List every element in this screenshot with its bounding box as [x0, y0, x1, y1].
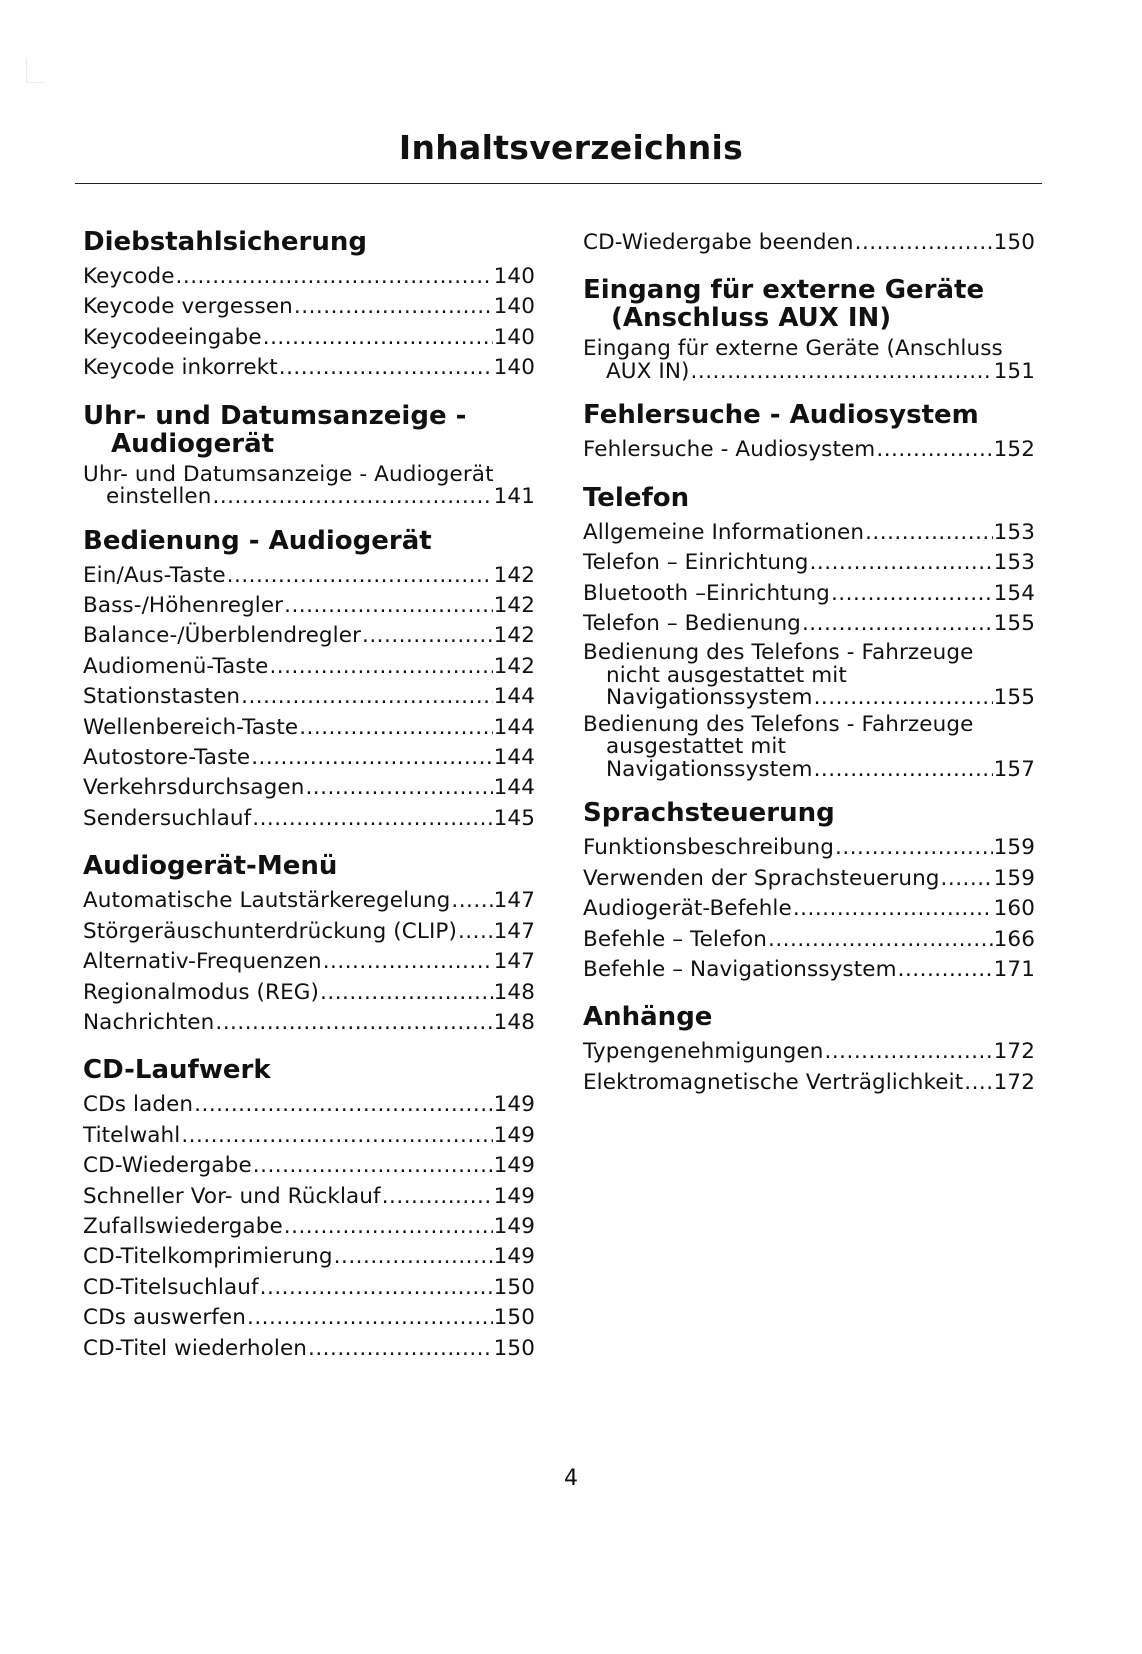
toc-entry[interactable] [83, 682, 535, 712]
toc-entry[interactable] [83, 1242, 535, 1272]
toc-entry[interactable] [83, 1090, 535, 1120]
dot-leader [334, 1242, 493, 1272]
dot-leader [305, 773, 492, 803]
toc-entry[interactable] [83, 621, 535, 651]
entry-title: Bedienung des Telefons - Fahrzeuge [583, 640, 974, 666]
dot-leader [876, 435, 992, 465]
dot-leader [215, 1008, 492, 1038]
entry-page: 153 [993, 519, 1035, 545]
entry-title: Verwenden der Sprachsteuerung [583, 865, 940, 891]
entry-title: Fehlersuche - Audiosystem [583, 437, 876, 463]
entry-page: 150 [993, 230, 1035, 255]
entry-page: 140 [493, 294, 535, 320]
entry-title: Wellenbereich-Taste [83, 714, 299, 740]
dot-leader [284, 591, 493, 621]
entry-title: Bass-/Höhenregler [83, 593, 284, 619]
toc-entry[interactable] [83, 917, 535, 947]
entry-page: 140 [493, 355, 535, 381]
entry-page: 147 [493, 949, 535, 975]
toc-left-column [83, 228, 535, 1382]
crop-mark [26, 58, 45, 83]
entry-title: CDs laden [83, 1092, 194, 1118]
entry-page: 150 [493, 1274, 535, 1300]
entry-title: Elektromagnetische Verträglichkeit [583, 1069, 964, 1095]
dot-leader [458, 917, 493, 947]
dot-leader [802, 609, 993, 639]
dot-leader [898, 955, 993, 985]
dot-leader [793, 894, 993, 924]
dot-leader [768, 925, 993, 955]
entry-page: 150 [493, 1335, 535, 1361]
toc-section [83, 1056, 535, 1364]
toc-entry[interactable] [83, 773, 535, 803]
toc-section [83, 527, 535, 835]
toc-entry[interactable] [583, 435, 1035, 465]
dot-leader [227, 561, 493, 591]
entry-page: 147 [493, 888, 535, 914]
entry-page: 144 [493, 684, 535, 710]
section-heading[interactable]: Uhr- und Datumsanzeige - Audiogerät [83, 400, 467, 459]
toc-entry[interactable] [583, 955, 1035, 985]
entry-page: 159 [993, 865, 1035, 891]
toc-section [583, 401, 1035, 465]
dot-leader [451, 886, 492, 916]
entry-page: 142 [493, 593, 535, 619]
toc-section [583, 228, 1035, 258]
entry-page: 145 [493, 805, 535, 831]
entry-page: 142 [493, 623, 535, 649]
entry-title: Audiomenü-Taste [83, 653, 269, 679]
entry-page: 149 [493, 1092, 535, 1118]
dot-leader [252, 804, 492, 834]
entry-title-continued: nicht ausgestattet mit [606, 662, 847, 688]
entry-page: 144 [493, 745, 535, 771]
entry-title: CD-Titelsuchlauf [83, 1274, 259, 1300]
entry-page: 148 [493, 1009, 535, 1035]
entry-title: Sendersuchlauf [83, 805, 252, 831]
entry-page: 159 [993, 835, 1035, 861]
entry-title: Telefon – Bedienung [583, 611, 801, 637]
toc-entry[interactable] [583, 228, 1035, 258]
toc-entry[interactable] [583, 925, 1035, 955]
dot-leader [865, 518, 993, 548]
entry-title: Uhr- und Datumsanzeige - Audiogerät [83, 461, 494, 487]
toc-section [583, 799, 1035, 985]
toc-entry[interactable] [83, 591, 535, 621]
toc-entry[interactable] [583, 609, 1035, 639]
entry-title: Audiogerät-Befehle [583, 896, 792, 922]
dot-leader [247, 1303, 493, 1333]
entry-title: Bluetooth –Einrichtung [583, 580, 830, 606]
entry-title: Bedienung des Telefons - Fahrzeuge [583, 711, 974, 737]
toc-entry[interactable] [83, 461, 535, 510]
section-heading[interactable]: Eingang für externe Geräte (Anschluss AUX IN) [583, 275, 985, 334]
page-number: 4 [564, 1466, 578, 1491]
entry-title-continued: Navigationssystem [606, 685, 813, 711]
entry-title: Automatische Lautstärkeregelung [83, 888, 451, 914]
dot-leader [253, 1151, 493, 1181]
dot-leader [814, 687, 993, 710]
toc-entry[interactable] [583, 864, 1035, 894]
toc-entry[interactable] [83, 713, 535, 743]
toc-entry[interactable] [583, 548, 1035, 578]
dot-leader [824, 1037, 992, 1067]
toc-entry[interactable] [83, 743, 535, 773]
entry-page: 157 [993, 756, 1035, 782]
toc-entry[interactable] [83, 1334, 535, 1364]
dot-leader [194, 1090, 493, 1120]
dot-leader [831, 579, 993, 609]
dot-leader [814, 759, 993, 782]
entry-title-continued: ausgestattet mit [606, 734, 786, 760]
entry-title: Nachrichten [83, 1009, 215, 1035]
dot-leader [362, 621, 493, 651]
entry-title: Keycodeeingabe [83, 324, 262, 350]
page-title: Inhaltsverzeichnis [398, 128, 744, 167]
entry-title: Störgeräuschunterdrückung (CLIP) [83, 918, 457, 944]
entry-title: CDs auswerfen [83, 1305, 246, 1331]
dot-leader [810, 548, 993, 578]
dot-leader [176, 262, 493, 292]
section-heading[interactable]: CD-Laufwerk [83, 1055, 271, 1086]
entry-title: Zufallswiedergabe [83, 1213, 283, 1239]
entry-title: CD-Wiedergabe [83, 1153, 252, 1179]
entry-page: 166 [993, 926, 1035, 952]
toc-entry[interactable] [83, 886, 535, 916]
entry-title-continued: einstellen [106, 484, 212, 510]
toc-entry[interactable] [83, 561, 535, 591]
dot-leader [263, 323, 493, 353]
dot-leader [181, 1121, 492, 1151]
toc-entry[interactable] [583, 642, 1035, 710]
section-heading[interactable]: Diebstahlsicherung [83, 227, 368, 257]
entry-page: 140 [493, 264, 535, 289]
entry-title: CD-Titel wiederholen [83, 1335, 307, 1361]
entry-page: 172 [993, 1069, 1035, 1095]
entry-page: 152 [993, 437, 1035, 463]
entry-title: Alternativ-Frequenzen [83, 949, 322, 975]
dot-leader [320, 978, 493, 1008]
entry-page: 153 [993, 550, 1035, 576]
entry-page: 149 [493, 1183, 535, 1209]
toc-entry[interactable] [83, 1008, 535, 1038]
toc-entry[interactable] [83, 804, 535, 834]
entry-title: Befehle – Telefon [583, 926, 767, 952]
toc-entry[interactable] [583, 579, 1035, 609]
dot-leader [294, 292, 493, 322]
entry-title: Funktionsbeschreibung [583, 835, 835, 861]
dot-leader [964, 1068, 992, 1098]
entry-title: Typengenehmigungen [583, 1039, 824, 1065]
section-heading[interactable]: Fehlersuche - Audiosystem [583, 400, 979, 431]
dot-leader [382, 1182, 493, 1212]
entry-title-continued: Navigationssystem [606, 756, 813, 782]
toc-entry[interactable] [83, 652, 535, 682]
entry-title: Verkehrsdurchsagen [83, 775, 305, 801]
entry-title: Telefon – Einrichtung [583, 550, 809, 576]
toc-entry[interactable] [83, 353, 535, 383]
dot-leader [691, 361, 993, 384]
toc-entry[interactable] [583, 711, 1035, 782]
entry-page: 147 [493, 918, 535, 944]
entry-title: Autostore-Taste [83, 745, 251, 771]
toc-entry[interactable] [83, 262, 535, 292]
toc-entry[interactable] [583, 894, 1035, 924]
entry-title: Keycode inkorrekt [83, 355, 278, 381]
dot-leader [284, 1212, 493, 1242]
dot-leader [213, 486, 493, 509]
dot-leader [241, 682, 493, 712]
dot-leader [323, 947, 493, 977]
entry-page: 160 [993, 896, 1035, 922]
toc-entry[interactable] [83, 1273, 535, 1303]
section-heading[interactable]: Anhänge [583, 1002, 713, 1033]
dot-leader [299, 713, 492, 743]
toc-entry[interactable] [583, 338, 1035, 383]
entry-title: Keycode vergessen [83, 294, 293, 320]
toc-entry[interactable] [83, 1121, 535, 1151]
toc-section [83, 228, 535, 384]
entry-page: 171 [993, 957, 1035, 983]
entry-page: 151 [993, 358, 1035, 384]
dot-leader [855, 228, 993, 258]
entry-title: Allgemeine Informationen [583, 519, 865, 545]
dot-leader [941, 864, 993, 894]
toc-section [83, 402, 535, 509]
entry-title: CD-Titelkomprimierung [83, 1244, 333, 1270]
section-heading[interactable]: Telefon [583, 482, 690, 513]
entry-page: 155 [993, 685, 1035, 711]
entry-page: 155 [993, 611, 1035, 637]
entry-page: 149 [493, 1122, 535, 1148]
dot-leader [260, 1273, 493, 1303]
entry-page: 172 [993, 1039, 1035, 1065]
entry-page: 149 [493, 1153, 535, 1179]
section-heading[interactable]: Audiogerät-Menü [83, 851, 338, 882]
toc-entry[interactable] [583, 518, 1035, 548]
toc-entry[interactable] [83, 323, 535, 353]
entry-title: Befehle – Navigationssystem [583, 957, 897, 983]
toc-entry[interactable] [83, 292, 535, 322]
toc-entry[interactable] [83, 1212, 535, 1242]
dot-leader [308, 1334, 493, 1364]
entry-title: Keycode [83, 264, 175, 289]
entry-page: 142 [493, 653, 535, 679]
dot-leader [251, 743, 492, 773]
entry-page: 140 [493, 324, 535, 350]
title-divider [75, 183, 1042, 184]
entry-page: 150 [493, 1305, 535, 1331]
toc-entry[interactable] [83, 1303, 535, 1333]
dot-leader [835, 833, 993, 863]
entry-page: 144 [493, 775, 535, 801]
toc-entry[interactable] [83, 947, 535, 977]
entry-page: 148 [493, 979, 535, 1005]
entry-title: Stationstasten [83, 684, 241, 710]
toc-entry[interactable] [83, 978, 535, 1008]
toc-section [583, 276, 1035, 383]
section-heading[interactable]: Sprachsteuerung [583, 798, 835, 829]
toc-section [583, 1003, 1035, 1098]
toc-entry[interactable] [83, 1151, 535, 1181]
dot-leader [279, 353, 493, 383]
entry-title-continued: AUX IN) [606, 358, 690, 384]
entry-title: Titelwahl [83, 1122, 181, 1148]
toc-entry[interactable] [583, 1037, 1035, 1067]
entry-page: 144 [493, 714, 535, 740]
toc-section [583, 484, 1035, 782]
entry-page: 154 [993, 580, 1035, 606]
entry-page: 149 [493, 1213, 535, 1239]
toc-entry[interactable] [583, 833, 1035, 863]
entry-title: Schneller Vor- und Rücklauf [83, 1183, 381, 1209]
entry-title: Balance-/Überblendregler [83, 623, 362, 649]
entry-title: Ein/Aus-Taste [83, 562, 226, 588]
toc-right-column [583, 228, 1035, 1116]
entry-title: CD-Wiedergabe beenden [583, 230, 854, 255]
section-heading[interactable]: Bedienung - Audiogerät [83, 525, 432, 556]
entry-page: 142 [493, 562, 535, 588]
toc-section [83, 852, 535, 1038]
dot-leader [269, 652, 492, 682]
entry-title: Eingang für externe Geräte (Anschluss [583, 336, 1003, 362]
entry-title: Regionalmodus (REG) [83, 979, 320, 1005]
toc-entry[interactable] [83, 1182, 535, 1212]
entry-page: 149 [493, 1244, 535, 1270]
toc-entry[interactable] [583, 1068, 1035, 1098]
entry-page: 141 [493, 484, 535, 510]
